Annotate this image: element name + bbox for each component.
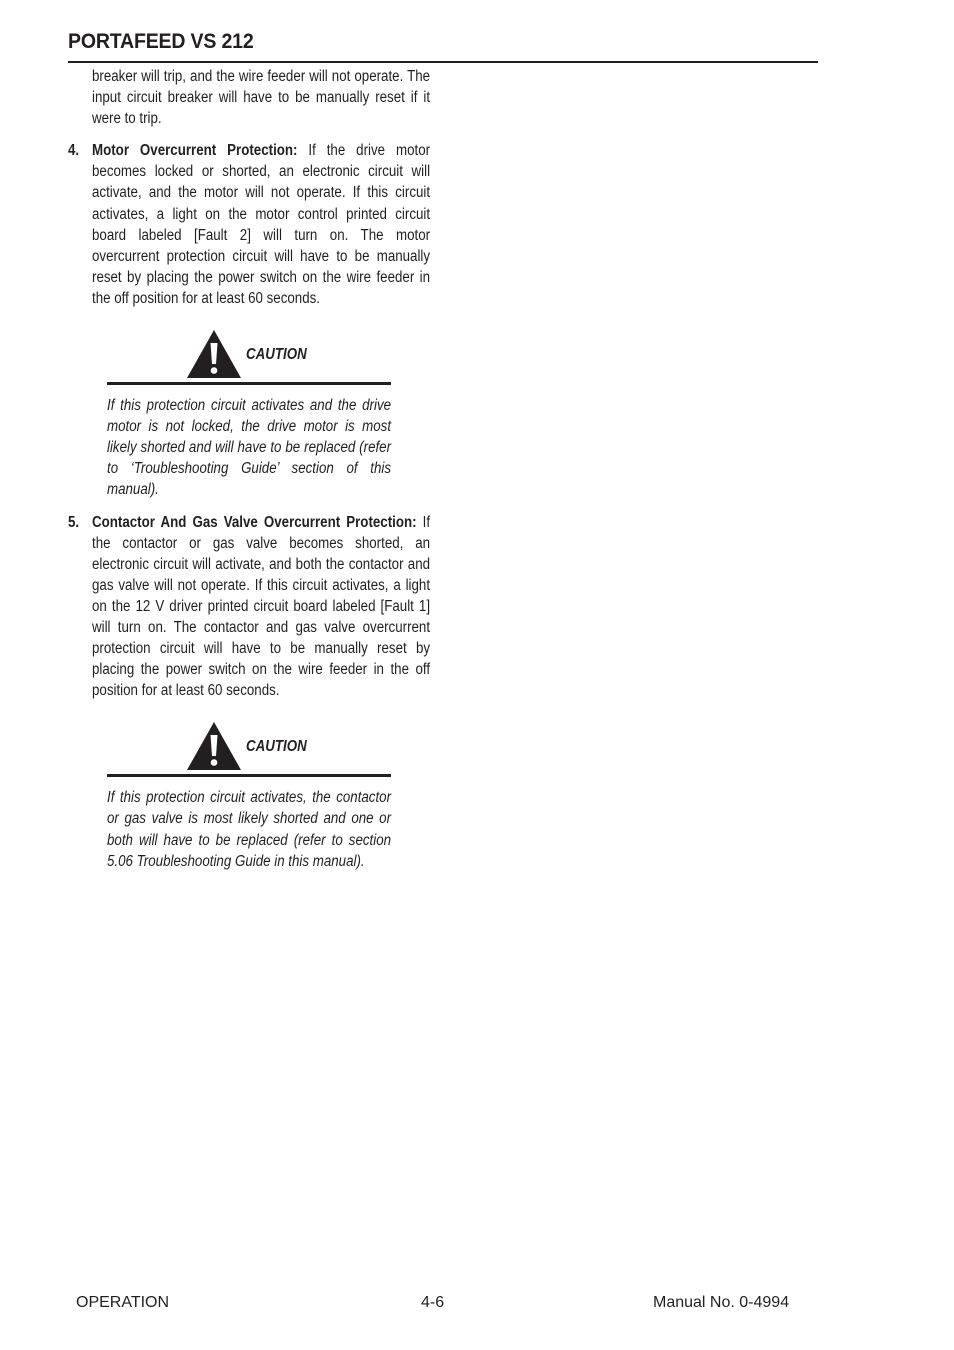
footer-page-number: 4-6: [421, 1294, 445, 1311]
list-item-contactor-overcurrent: [68, 512, 430, 702]
item-text: If the contactor or gas valve becomes shorted, an electronic circuit will activate, and both the contactor and gas valve will not operate. If this circuit activates, a light on the 12 V driver printed circuit board labeled [Fault 1] will turn on. The contactor and gas valve overcurrent protection circuit will have to be manually reset by placing the power switch on the wire feeder in the off position for at least 60 seconds.: [92, 513, 431, 700]
caution-rule: [107, 382, 391, 385]
item-paragraph: [92, 140, 430, 309]
footer-manual-number: Manual No. 0-4994: [653, 1294, 790, 1311]
warning-triangle-icon: [186, 721, 242, 771]
caution-label: CAUTION: [246, 346, 307, 364]
caution-header: [107, 329, 391, 382]
caution-label: CAUTION: [246, 738, 307, 756]
caution-block-motor: [107, 329, 391, 500]
caution-header: [107, 721, 391, 774]
caution-text: If this protection circuit activates, the contactor or gas valve is most likely shorted and one or both will have to be replaced (refer to section 5.06 Troubleshooting Guide in this manual).: [107, 789, 392, 870]
caution-block-contactor: [107, 721, 391, 871]
item-number: 5.: [68, 513, 80, 531]
intro-paragraph: breaker will trip, and the wire feeder will not operate. The input circuit breaker will have to be manually reset if it were to trip.: [92, 68, 431, 128]
content-column: [68, 66, 430, 872]
caution-rule: [107, 774, 391, 777]
page-title: PORTAFEED VS 212: [68, 30, 254, 53]
item-heading: Contactor And Gas Valve Overcurrent Protection:: [92, 513, 417, 531]
header-rule: [68, 61, 818, 63]
footer-section: OPERATION: [76, 1294, 170, 1311]
warning-triangle-icon: [186, 329, 242, 379]
list-item-motor-overcurrent: [68, 140, 430, 309]
caution-text: If this protection circuit activates and the drive motor is not locked, the drive motor is most likely shorted and will have to be replaced (refer to ‘Troubleshooting Guide’ section of this manual).: [107, 397, 392, 499]
item-text: If the drive motor becomes locked or shorted, an electronic circuit will activate, and the motor will not operate. If this circuit activates, a light on the motor control printed circuit board labeled [Fault 2] will turn on. The motor overcurrent protection circuit will have to be manually reset by placing the power switch on the wire feeder in the off position for at least 60 seconds.: [92, 142, 431, 307]
item-number: 4.: [68, 142, 80, 160]
item-paragraph: [92, 512, 430, 702]
item-heading: Motor Overcurrent Protection:: [92, 142, 298, 160]
